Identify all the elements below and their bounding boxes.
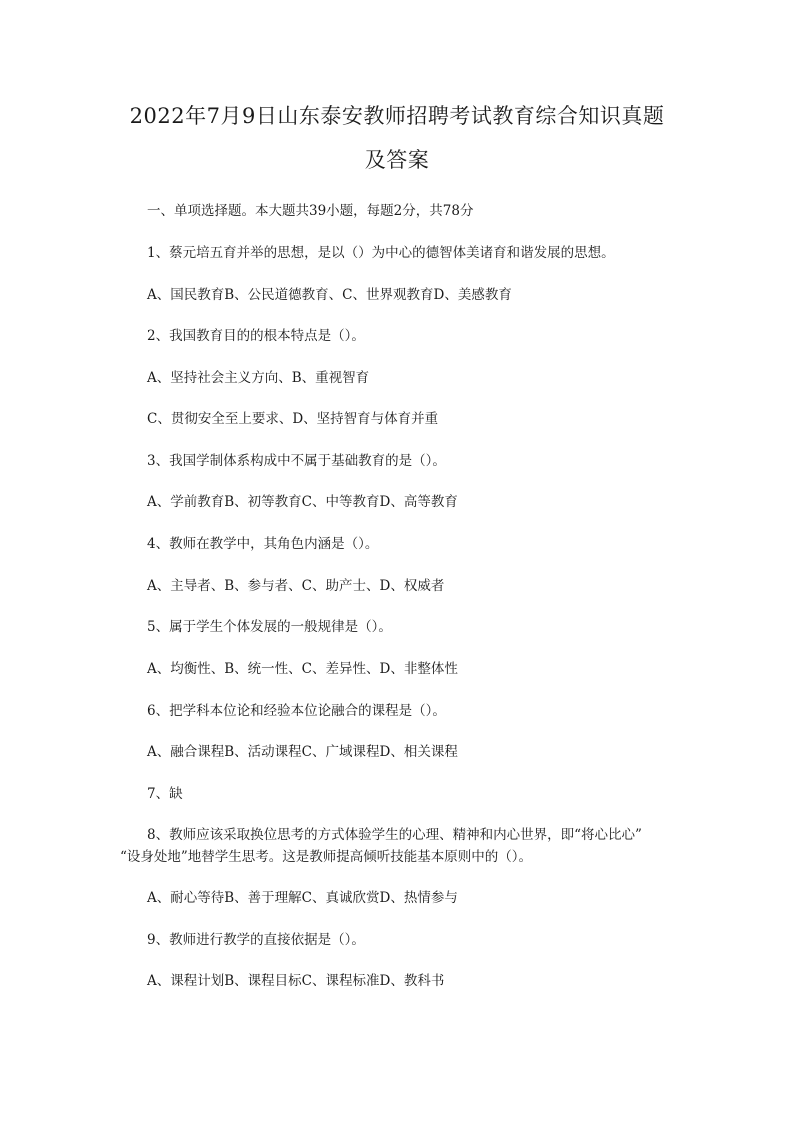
question-6: 6、把学科本位论和经验本位论融合的课程是（）。 [147, 703, 446, 719]
question-7: 7、缺 [147, 786, 183, 802]
question-3: 3、我国学制体系构成中不属于基础教育的是（）。 [147, 453, 446, 469]
document-title-continued: 及答案 [364, 148, 430, 172]
question-4-options: A、主导者、B、参与者、C、助产士、D、权威者 [147, 578, 445, 594]
question-8-continued: “设身处地”地替学生思考。这是教师提高倾听技能基本原则中的（）。 [120, 849, 533, 865]
document-title: 2022年7月9日山东泰安教师招聘考试教育综合知识真题 [129, 104, 665, 128]
question-5: 5、属于学生个体发展的一般规律是（）。 [147, 619, 392, 635]
question-1: 1、蔡元培五育并举的思想，是以（）为中心的德智体美诸育和谐发展的思想。 [147, 245, 615, 261]
section-heading: 一、单项选择题。本大题共39小题，每题2分，共78分 [147, 203, 474, 219]
question-8-options: A、耐心等待B、善于理解C、真诚欣赏D、热情参与 [147, 890, 458, 906]
question-4: 4、教师在教学中，其角色内涵是（）。 [147, 536, 379, 552]
question-5-options: A、均衡性、B、统一性、C、差异性、D、非整体性 [147, 661, 458, 677]
question-2-options-a: A、坚持社会主义方向、B、重视智育 [147, 370, 370, 386]
question-3-options: A、学前教育B、初等教育C、中等教育D、高等教育 [147, 494, 458, 510]
question-2-options-b: C、贯彻安全至上要求、D、坚持智育与体育并重 [147, 411, 439, 427]
question-2: 2、我国教育目的的根本特点是（）。 [147, 328, 365, 344]
question-9-options: A、课程计划B、课程目标C、课程标准D、教科书 [147, 973, 445, 989]
question-6-options: A、融合课程B、活动课程C、广域课程D、相关课程 [147, 744, 458, 760]
question-8: 8、教师应该采取换位思考的方式体验学生的心理、精神和内心世界，即“将心比心” [147, 827, 642, 843]
question-9: 9、教师进行教学的直接依据是（）。 [147, 932, 365, 948]
question-1-options: A、国民教育B、公民道德教育、C、世界观教育D、美感教育 [147, 287, 512, 303]
